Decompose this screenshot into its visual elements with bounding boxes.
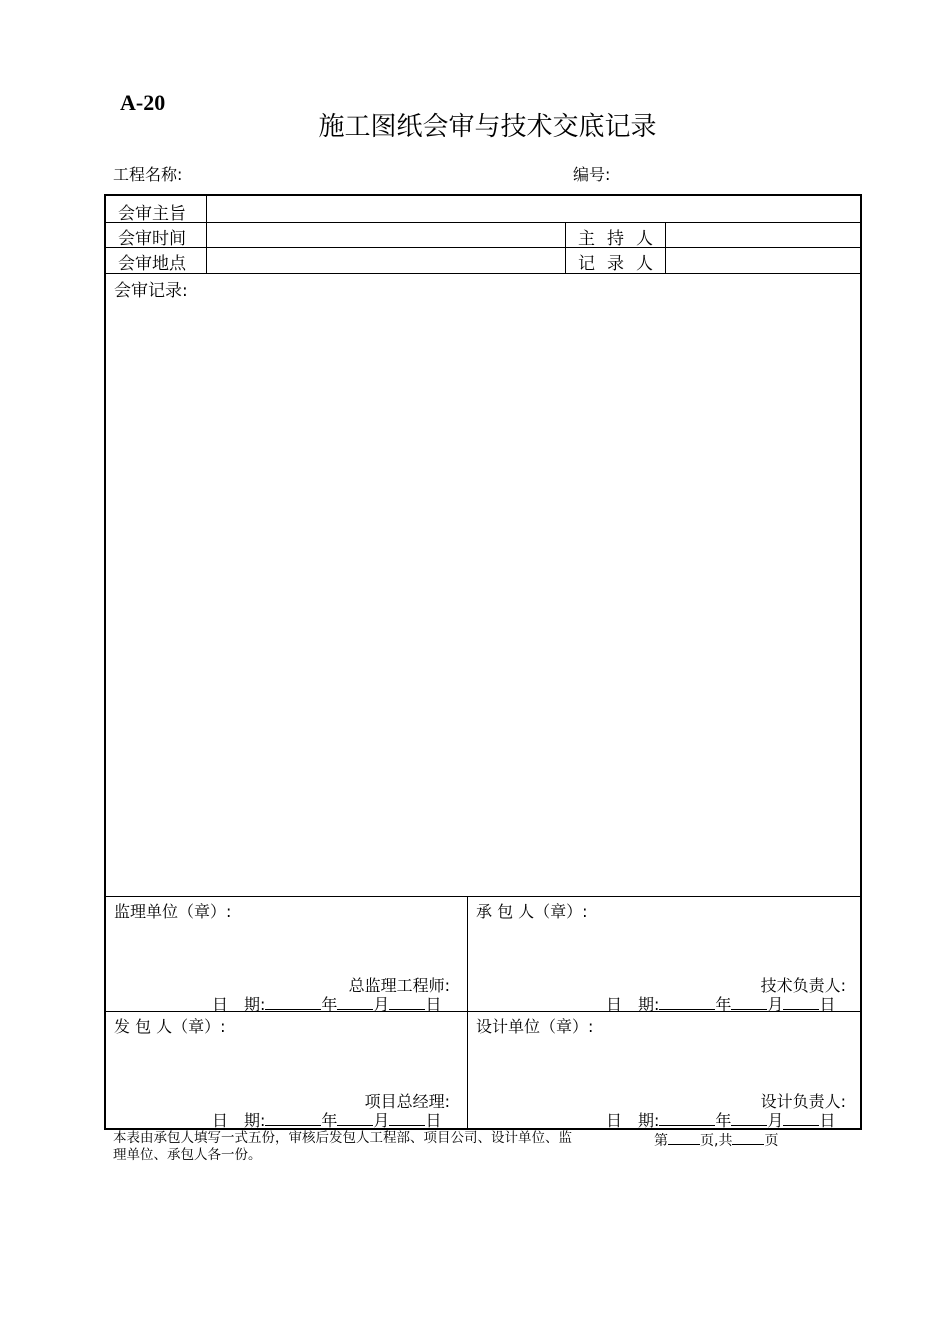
design-unit-label: 设计单位（章）: <box>476 1017 594 1036</box>
recorder-label: 记录人 <box>578 254 665 274</box>
page-suffix: 页 <box>764 1133 779 1149</box>
project-manager-label: 项目总经理: <box>364 1092 450 1111</box>
date-label: 日 期: <box>606 995 660 1014</box>
year-label: 年 <box>715 995 732 1014</box>
date-label: 日 期: <box>212 1111 266 1130</box>
row-divider <box>106 273 860 274</box>
project-name-label: 工程名称: <box>113 165 183 184</box>
employer-date-line <box>212 1108 441 1131</box>
row-divider <box>106 247 860 248</box>
month-label: 月 <box>373 1111 390 1130</box>
month-label: 月 <box>373 995 390 1014</box>
page-count <box>654 1130 778 1150</box>
review-record-label: 会审记录: <box>114 281 188 301</box>
document-number-label: 编号: <box>573 165 611 184</box>
year-label: 年 <box>321 995 338 1014</box>
page-prefix: 第 <box>654 1133 668 1149</box>
month-label: 月 <box>767 995 784 1014</box>
column-divider <box>467 896 468 1128</box>
column-divider <box>206 196 207 273</box>
time-label: 会审时间 <box>118 229 186 249</box>
date-label: 日 期: <box>212 995 266 1014</box>
column-divider <box>665 222 666 273</box>
contractor-label: 承 包 人（章）: <box>476 902 588 921</box>
day-label: 日 <box>819 995 836 1014</box>
technical-lead-label: 技术负责人: <box>760 976 846 995</box>
design-lead-label: 设计负责人: <box>760 1092 846 1111</box>
supervisor-date-line <box>212 992 441 1015</box>
column-divider <box>565 222 566 273</box>
employer-label: 发 包 人（章）: <box>114 1017 226 1036</box>
document-title: 施工图纸会审与技术交底记录 <box>318 112 657 142</box>
contractor-date-line <box>606 992 835 1015</box>
row-divider <box>106 222 860 223</box>
form-code: A-20 <box>120 90 166 115</box>
host-label: 主持人 <box>578 229 665 249</box>
purpose-label: 会审主旨 <box>118 204 186 224</box>
year-label: 年 <box>715 1111 732 1130</box>
date-label: 日 期: <box>606 1111 660 1130</box>
design-date-line <box>606 1108 835 1131</box>
review-form-table <box>104 194 862 1130</box>
year-label: 年 <box>321 1111 338 1130</box>
page-mid: 页,共 <box>700 1133 733 1149</box>
row-divider <box>106 896 860 897</box>
day-label: 日 <box>425 995 442 1014</box>
supervisor-unit-label: 监理单位（章）: <box>114 902 232 921</box>
month-label: 月 <box>767 1111 784 1130</box>
chief-supervisor-label: 总监理工程师: <box>348 976 450 995</box>
place-label: 会审地点 <box>118 254 186 274</box>
day-label: 日 <box>425 1111 442 1130</box>
footer-note: 本表由承包人填写一式五份，审核后发包人工程部、项目公司、设计单位、监理单位、承包人各一份。 <box>113 1130 572 1163</box>
day-label: 日 <box>819 1111 836 1130</box>
